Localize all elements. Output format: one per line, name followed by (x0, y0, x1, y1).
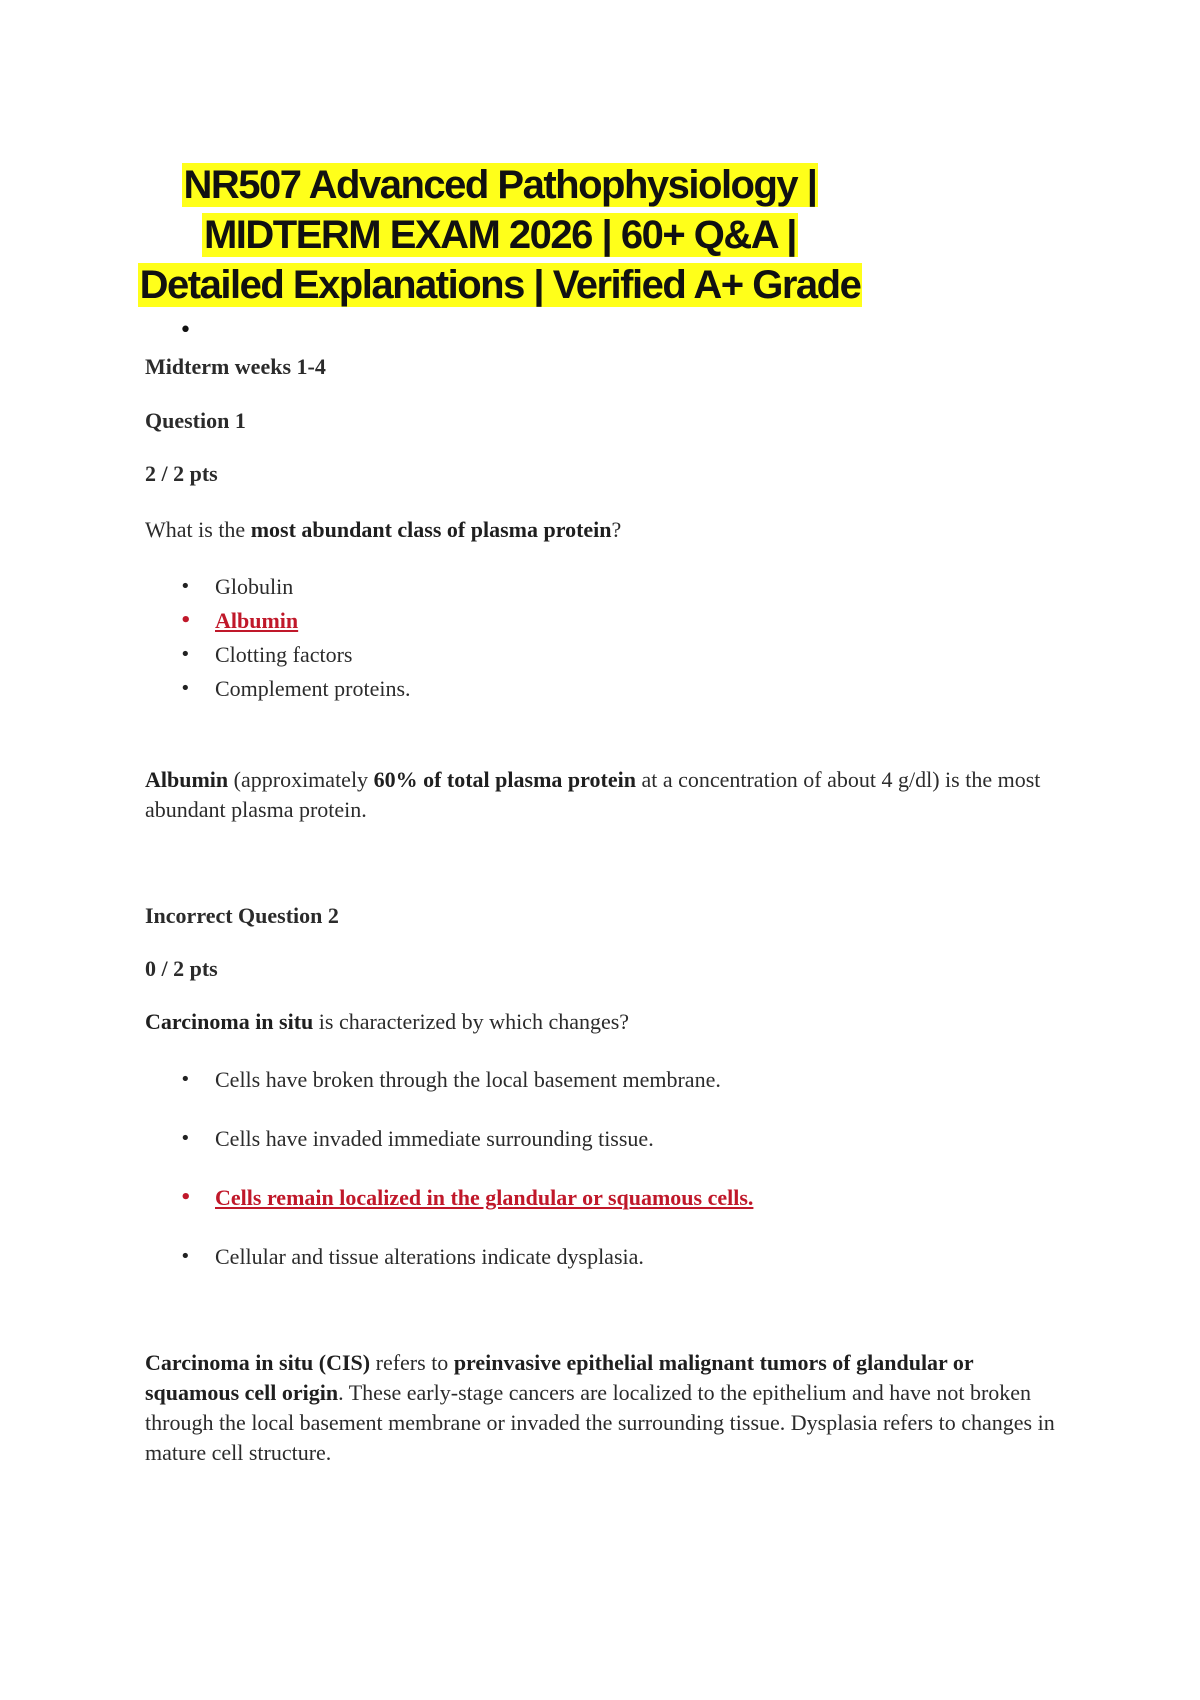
question-2-options (0, 1063, 753, 1299)
question-1-prompt-bold: most abundant class of plasma protein (250, 517, 612, 542)
question-1-points: 2 / 2 pts (145, 461, 218, 486)
question-2-prompt-bold: Carcinoma in situ (145, 1009, 314, 1034)
question-2-option-2[interactable] (0, 1122, 753, 1181)
explanation-2-text-1: refers to (370, 1350, 454, 1375)
option-text: Cellular and tissue alterations indicate dysplasia. (215, 1244, 644, 1269)
option-text: Cells have broken through the local basement membrane. (215, 1067, 721, 1092)
explanation-2-text-2: . These early-stage cancers are localized to the epithelium and have not broken through the local basement membrane or invaded the surrounding tissue. Dysplasia refers to changes in mature cell structure. (145, 1380, 1055, 1465)
question-2-points: 0 / 2 pts (145, 956, 218, 981)
question-1-prompt-pre: What is the (145, 517, 251, 542)
title-line-2: MIDTERM EXAM 2026 | 60+ Q&A | (203, 213, 796, 257)
question-1-prompt (145, 515, 1065, 545)
question-2-option-1[interactable] (0, 1063, 753, 1122)
title-line-1: NR507 Advanced Pathophysiology | (183, 163, 817, 207)
option-text: Cells have invaded immediate surrounding tissue. (215, 1126, 654, 1151)
question-1-heading: Question 1 (145, 408, 246, 433)
option-text: Cells remain localized in the glandular or squamous cells. (215, 1185, 754, 1210)
question-2-option-3-correct[interactable] (0, 1181, 753, 1240)
explanation-1-text-2: at a concentration of about 4 g/dl) is the most abundant plasma protein. (145, 767, 1041, 822)
option-text: Clotting factors (215, 642, 353, 667)
bullet-icon: • (180, 644, 191, 665)
question-2-prompt (145, 1007, 1065, 1037)
bullet-icon: • (180, 1187, 192, 1208)
section-heading: Midterm weeks 1-4 (145, 354, 326, 379)
title-line-3: Detailed Explanations | Verified A+ Grade (139, 263, 861, 307)
document-title (0, 160, 1000, 310)
explanation-1-bold-2: 60% of total plasma protein (373, 767, 636, 792)
bullet-icon: • (180, 678, 191, 699)
question-1-explanation (145, 765, 1065, 825)
bullet-icon: • (180, 1069, 191, 1090)
explanation-2-bold-1: Carcinoma in situ (CIS) (145, 1350, 371, 1375)
question-2-heading: Incorrect Question 2 (145, 903, 339, 928)
option-text: Complement proteins. (215, 676, 411, 701)
question-1-option-4[interactable] (0, 672, 411, 706)
question-1-option-2-correct[interactable] (0, 604, 411, 638)
bullet-icon: • (180, 1246, 191, 1267)
question-1-option-1[interactable] (0, 570, 411, 604)
question-2-prompt-post: is characterized by which changes? (313, 1009, 630, 1034)
question-1-prompt-post: ? (611, 517, 622, 542)
question-2-explanation (145, 1348, 1065, 1468)
question-1-option-3[interactable] (0, 638, 411, 672)
explanation-1-text-1: (approximately (228, 767, 374, 792)
empty-bullet: • (179, 318, 192, 343)
option-text: Globulin (215, 574, 294, 599)
bullet-icon: • (180, 576, 191, 597)
explanation-1-bold-1: Albumin (145, 767, 229, 792)
option-text: Albumin (215, 608, 299, 633)
question-1-options (0, 570, 411, 706)
question-2-option-4[interactable] (0, 1240, 753, 1299)
bullet-icon: • (180, 610, 192, 631)
bullet-icon: • (180, 1128, 191, 1149)
explanation-2-bold-2: preinvasive epithelial malignant tumors of glandular or squamous cell origin (145, 1350, 974, 1405)
